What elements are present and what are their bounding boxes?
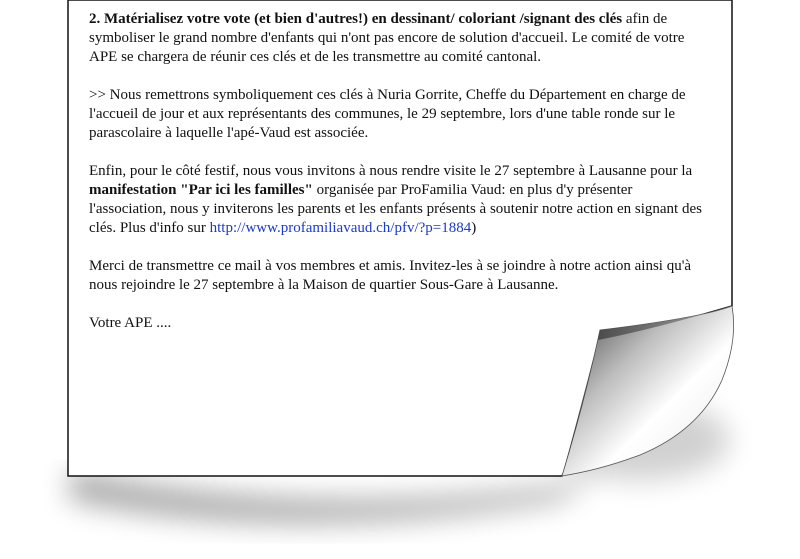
paragraph-festive-before: Enfin, pour le côté festif, nous vous invitons à nous rendre visite le 27 septembre à Lausanne pour la [89,163,693,179]
page-shadow [70,470,600,523]
signature: Votre APE .... [89,315,172,331]
paragraph-keys-bold: 2. Matérialisez votre vote (et bien d'autres!) en dessinant/ coloriant /signant des clés [89,11,623,27]
paragraph-handover: >> Nous remettrons symboliquement ces clés à Nuria Gorrite, Cheffe du Département en charge de l'accueil de jour et aux représentants des communes, le 29 septembre, lors d'une table ronde sur le parascolaire à laquelle l'apé-Vaud est associée. [89,87,686,141]
profamilia-link[interactable]: http://www.profamiliavaud.ch/pfv/?p=1884 [209,220,472,236]
event-name: manifestation "Par ici les familles" [89,182,313,198]
closing-paren: ) [471,220,477,236]
paragraph-keys [89,10,713,67]
letter-body [89,10,713,352]
paragraph-festive [89,162,713,238]
paragraph-festive-after: organisée par ProFamilia Vaud: en plus d'y présenter l'association, nous y inviterons les parents et les enfants présents à soutenir notre action en signant des clés. Plus d'info sur [89,182,702,236]
paragraph-forward: Merci de transmettre ce mail à vos membres et amis. Invitez-les à se joindre à notre action ainsi qu'à nous rejoindre le 27 septembre à la Maison de quartier Sous-Gare à Lausanne. [89,258,692,293]
paragraph-keys-text: afin de symboliser le grand nombre d'enfants qui n'ont pas encore de solution d'accueil. Le comité de votre APE se chargera de réunir ces clés et de les transmettre au comité cantonal. [89,11,685,65]
